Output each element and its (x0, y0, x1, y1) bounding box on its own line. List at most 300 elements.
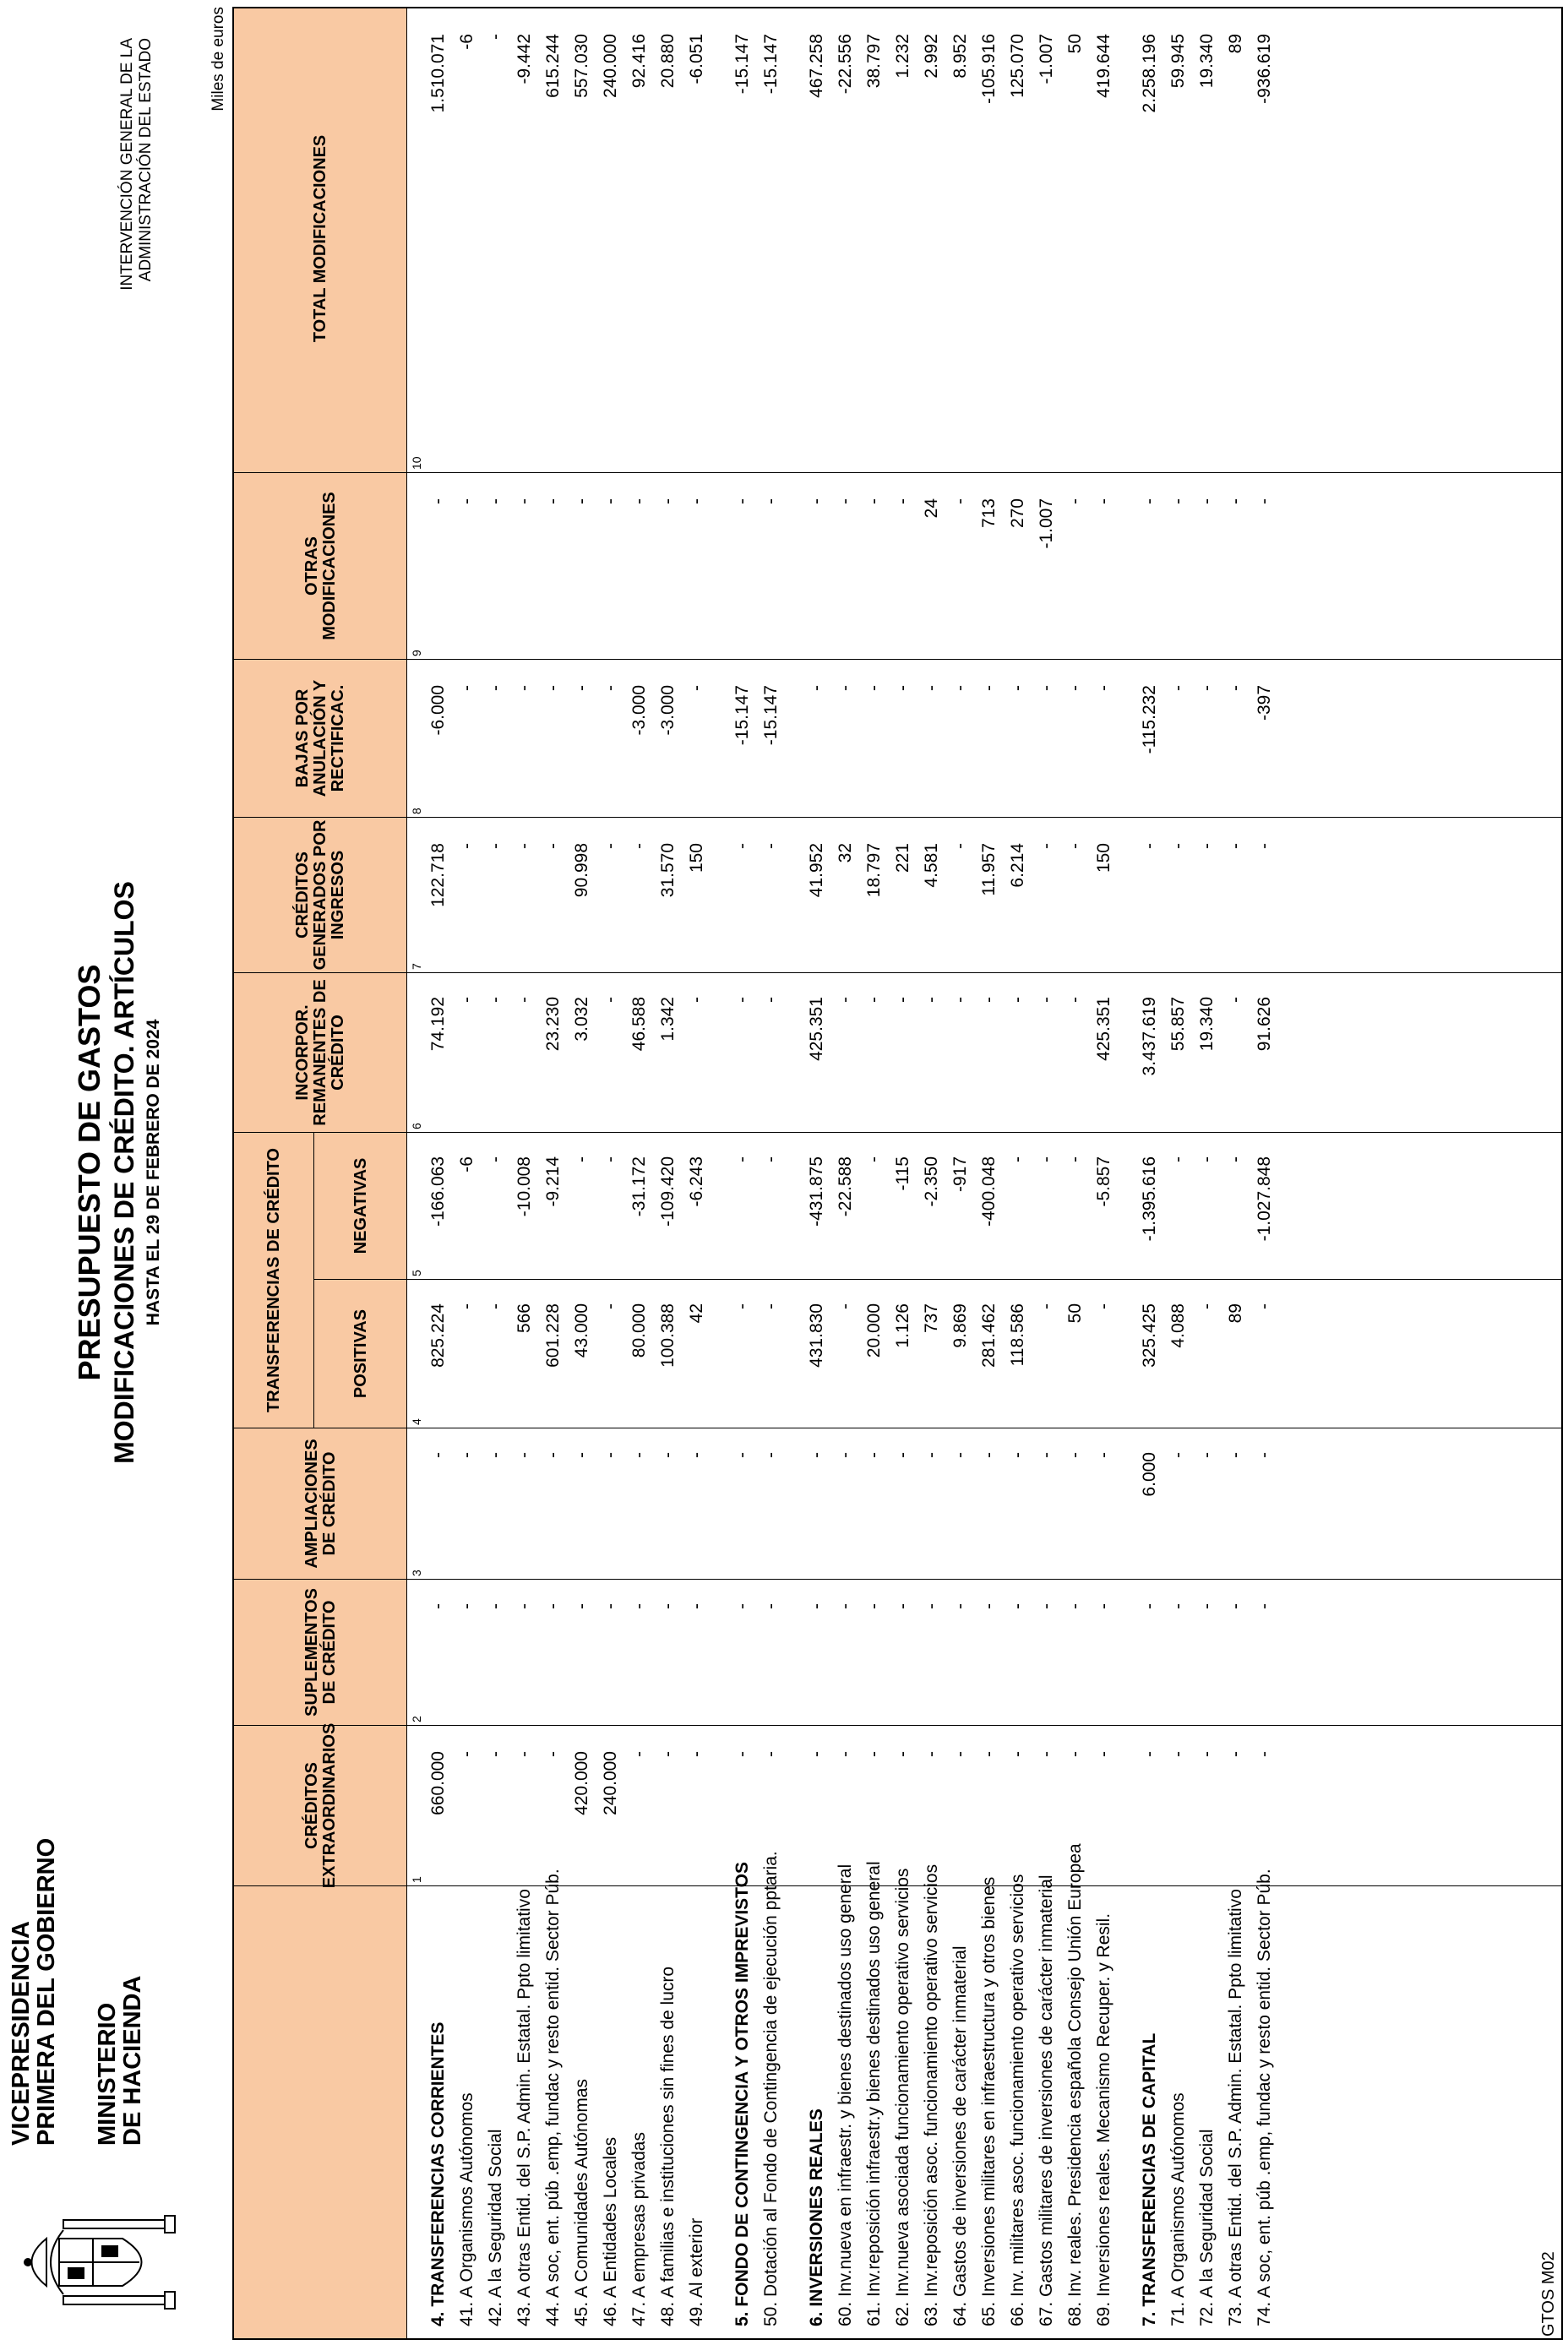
table-row (757, 5, 786, 2338)
cell-value: - (601, 1156, 620, 1162)
row-label: 44. A soc, ent. púb .emp, fundac y resto entid. Sector Púb. (543, 1869, 563, 2326)
vicepresidencia-label: VICEPRESIDENCIA PRIMERA DEL GOBIERNO (8, 1837, 61, 2146)
cell-value: 118.586 (1008, 1303, 1027, 1367)
cell-value: -6 (457, 34, 476, 50)
table-header (234, 8, 407, 2338)
table-row (1222, 5, 1250, 2338)
cell-value: - (807, 1603, 826, 1609)
cell-value: - (1065, 1603, 1085, 1609)
cell-value: 122.718 (428, 843, 448, 907)
cell-value: - (1197, 843, 1217, 849)
cell-value: - (1094, 685, 1113, 691)
cell-value: - (950, 498, 970, 504)
cell-value: 713 (979, 498, 999, 529)
table-row (625, 5, 654, 2338)
row-label: 7. TRANSFERENCIAS DE CAPITAL (1140, 2032, 1159, 2326)
table-row (946, 5, 975, 2338)
table-section-row (1135, 5, 1164, 2338)
cell-value: 270 (1008, 498, 1027, 529)
cell-value: - (1065, 1751, 1085, 1757)
cell-value: 100.388 (658, 1303, 678, 1368)
column-number: 1 (410, 1876, 423, 1883)
cell-value: - (1168, 685, 1188, 691)
cell-value: - (629, 498, 649, 504)
cell-value: 240.000 (601, 34, 620, 98)
cell-value: - (1094, 1452, 1113, 1458)
row-label: 64. Gastos de inversiones de carácter inmaterial (950, 1945, 970, 2326)
cell-value: - (732, 843, 752, 849)
cell-value: - (893, 1603, 912, 1609)
cell-value: - (514, 1603, 534, 1609)
cell-value: -166.063 (428, 1156, 448, 1227)
cell-value: - (1226, 685, 1245, 691)
cell-value: 601.228 (543, 1303, 563, 1368)
cell-value: -10.008 (514, 1156, 534, 1217)
table-row (860, 5, 889, 2338)
cell-value: - (687, 1751, 706, 1757)
cell-value: - (1065, 997, 1085, 1003)
cell-value: - (457, 685, 476, 691)
cell-value: - (1037, 1303, 1056, 1309)
cell-value: -105.916 (979, 34, 999, 104)
cell-value: - (543, 1603, 563, 1609)
cell-value: - (732, 1603, 752, 1609)
cell-value: 8.952 (950, 34, 970, 79)
cell-value: - (629, 843, 649, 849)
cell-value: - (1168, 1751, 1188, 1757)
row-label: 49. Al exterior (687, 2217, 706, 2326)
cell-value: - (761, 498, 781, 504)
cell-value: - (486, 34, 505, 40)
cell-value: - (658, 1751, 678, 1757)
cell-value: - (687, 498, 706, 504)
cell-value: 825.224 (428, 1303, 448, 1368)
cell-value: 1.126 (893, 1303, 912, 1348)
cell-value: - (922, 1452, 941, 1458)
cell-value: - (1168, 843, 1188, 849)
cell-value: -22.588 (836, 1156, 855, 1217)
cell-value: - (601, 685, 620, 691)
cell-value: - (732, 997, 752, 1003)
cell-value: - (457, 1751, 476, 1757)
table-row (453, 5, 482, 2338)
cell-value: - (514, 498, 534, 504)
cell-value: -22.556 (836, 34, 855, 95)
cell-value: - (601, 997, 620, 1003)
cell-value: 32 (836, 843, 855, 863)
cell-value: 50 (1065, 1303, 1085, 1324)
cell-value: - (864, 1751, 884, 1757)
cell-value: - (687, 685, 706, 691)
column-number: 6 (410, 1123, 423, 1129)
cell-value: - (1037, 1603, 1056, 1609)
cell-value: - (572, 1452, 591, 1458)
cell-value: - (864, 498, 884, 504)
cell-value: -1.007 (1037, 34, 1056, 84)
cell-value: - (486, 843, 505, 849)
cell-value: - (1226, 997, 1245, 1003)
cell-value: - (543, 685, 563, 691)
cell-value: -6.243 (687, 1156, 706, 1207)
cell-value: - (1197, 1156, 1217, 1162)
cell-value: - (1226, 1452, 1245, 1458)
cell-value: - (543, 1751, 563, 1757)
cell-value: 6.214 (1008, 843, 1027, 888)
cell-value: - (1226, 1603, 1245, 1609)
cell-value: - (1008, 1751, 1027, 1757)
cell-value: 50 (1065, 34, 1085, 54)
cell-value: - (950, 1603, 970, 1609)
row-label: 67. Gastos militares de inversiones de carácter inmaterial (1037, 1874, 1056, 2326)
cell-value: - (1255, 1751, 1274, 1757)
column-number: 4 (410, 1418, 423, 1425)
cell-value: - (922, 997, 941, 1003)
document-title-block (72, 0, 164, 2345)
cell-value: - (1065, 1156, 1085, 1162)
cell-value: - (1140, 1603, 1159, 1609)
cell-value: - (1037, 843, 1056, 849)
cell-value: 467.258 (807, 34, 826, 98)
cell-value: - (893, 997, 912, 1003)
cell-value: - (1255, 1303, 1274, 1309)
cell-value: - (1065, 1452, 1085, 1458)
cell-value: - (732, 1452, 752, 1458)
cell-value: - (514, 1452, 534, 1458)
cell-value: - (950, 685, 970, 691)
cell-value: - (1037, 1452, 1056, 1458)
cell-value: 4.581 (922, 843, 941, 888)
table-section-row (728, 5, 757, 2338)
cell-value: - (1255, 1603, 1274, 1609)
cell-value: -3.000 (658, 685, 678, 736)
cell-value: 325.425 (1140, 1303, 1159, 1368)
cell-value: - (658, 1452, 678, 1458)
cell-value: -15.147 (761, 685, 781, 746)
row-label: 48. A familias e instituciones sin fines de lucro (658, 1966, 678, 2326)
table-row (683, 5, 711, 2338)
row-label: 72. A la Seguridad Social (1197, 2129, 1217, 2326)
cell-value: - (658, 498, 678, 504)
table-row (1061, 5, 1090, 2338)
cell-value: - (1168, 1452, 1188, 1458)
modifications-table (232, 7, 1563, 2340)
cell-value: - (601, 498, 620, 504)
cell-value: - (732, 1751, 752, 1757)
column-number: 5 (410, 1270, 423, 1276)
cell-value: - (572, 1156, 591, 1162)
cell-value: - (687, 997, 706, 1003)
cell-value: -9.214 (543, 1156, 563, 1207)
cell-value: - (514, 1751, 534, 1757)
cell-value: - (601, 1603, 620, 1609)
cell-value: - (1140, 498, 1159, 504)
cell-value: - (922, 685, 941, 691)
table-row (1193, 5, 1222, 2338)
cell-value: - (1094, 1751, 1113, 1757)
cell-value: - (457, 1603, 476, 1609)
cell-value: 431.830 (807, 1303, 826, 1368)
cell-value: 3.032 (572, 997, 591, 1042)
cell-value: -6.051 (687, 34, 706, 84)
cell-value: 737 (922, 1303, 941, 1334)
cell-value: - (761, 843, 781, 849)
cell-value: - (1255, 1452, 1274, 1458)
table-row (1032, 5, 1061, 2338)
cell-value: - (979, 997, 999, 1003)
cell-value: - (1226, 843, 1245, 849)
cell-value: - (629, 1603, 649, 1609)
cell-value: 2.258.196 (1140, 34, 1159, 113)
column-number: 10 (410, 456, 423, 470)
cell-value: 18.797 (864, 843, 884, 898)
cell-value: 615.244 (543, 34, 563, 98)
cell-value: - (1037, 997, 1056, 1003)
header-otras: OTRAS MODIFICACIONES (234, 473, 407, 660)
cell-value: - (428, 1452, 448, 1458)
cell-value: 42 (687, 1303, 706, 1324)
row-label: 63. Inv.reposición asoc. funcionamiento operativo servicios (922, 1863, 941, 2326)
cell-value: - (732, 1156, 752, 1162)
cell-value: - (1226, 1156, 1245, 1162)
column-number: 9 (410, 650, 423, 656)
cell-value: - (864, 1156, 884, 1162)
cell-value: - (807, 498, 826, 504)
row-label: 66. Inv. militares asoc. funcionamiento operativo servicios (1008, 1874, 1027, 2326)
row-label: 61. Inv.reposición infraestr.y bienes destinados uso general (864, 1861, 884, 2326)
cell-value: - (1065, 685, 1085, 691)
cell-value: - (486, 997, 505, 1003)
cell-value: 38.797 (864, 34, 884, 89)
ministerio-label: MINISTERIO DE HACIENDA (94, 1975, 147, 2146)
cell-value: - (807, 1751, 826, 1757)
header-creditos-generados: CRÉDITOS GENERADOS POR INGRESOS (234, 818, 407, 973)
cell-value: 4.088 (1168, 1303, 1188, 1348)
cell-value: - (761, 1452, 781, 1458)
cell-value: 24 (922, 498, 941, 519)
row-label: 42. A la Seguridad Social (486, 2129, 505, 2326)
cell-value: -2.350 (922, 1156, 941, 1207)
cell-value: 19.340 (1197, 34, 1217, 89)
header-positivas: POSITIVAS (314, 1280, 407, 1428)
row-label: 62. Inv.nueva asociada funcionamiento operativo servicios (893, 1868, 912, 2326)
cell-value: -936.619 (1255, 34, 1274, 104)
column-number: 7 (410, 963, 423, 970)
cell-value: - (1255, 843, 1274, 849)
table-row (975, 5, 1004, 2338)
cell-value: - (761, 1751, 781, 1757)
cell-value: 55.857 (1168, 997, 1188, 1052)
header-incorporaciones: INCORPOR. REMANENTES DE CRÉDITO (234, 973, 407, 1133)
cell-value: - (457, 997, 476, 1003)
cell-value: -15.147 (732, 34, 752, 95)
cell-value: - (836, 1603, 855, 1609)
cell-value: - (1226, 498, 1245, 504)
cell-value: - (601, 1452, 620, 1458)
cell-value: 59.945 (1168, 34, 1188, 89)
cell-value: -5.857 (1094, 1156, 1113, 1207)
header-creditos-extraordinarios: CRÉDITOS EXTRAORDINARIOS (234, 1726, 407, 1886)
cell-value: 566 (514, 1303, 534, 1334)
cell-value: -431.875 (807, 1156, 826, 1227)
cell-value: 150 (1094, 843, 1113, 873)
cell-value: -6 (457, 1156, 476, 1172)
header-negativas: NEGATIVAS (314, 1133, 407, 1280)
row-label: 47. A empresas privadas (629, 2132, 649, 2326)
cell-value: 660.000 (428, 1751, 448, 1815)
table-row (831, 5, 860, 2338)
cell-value: - (457, 1303, 476, 1309)
cell-value: - (1197, 1452, 1217, 1458)
table-section-row (424, 5, 453, 2338)
cell-value: - (922, 1603, 941, 1609)
table-row (539, 5, 568, 2338)
cell-value: 89 (1226, 34, 1245, 54)
cell-value: - (601, 843, 620, 849)
cell-value: - (572, 685, 591, 691)
cell-value: 2.992 (922, 34, 941, 79)
cell-value: - (457, 1452, 476, 1458)
cell-value: 19.340 (1197, 997, 1217, 1052)
cell-value: - (428, 498, 448, 504)
table-row (1004, 5, 1032, 2338)
date-line: HASTA EL 29 DE FEBRERO DE 2024 (144, 1019, 163, 1326)
cell-value: - (486, 498, 505, 504)
cell-value: - (864, 685, 884, 691)
cell-value: - (1037, 685, 1056, 691)
cell-value: -400.048 (979, 1156, 999, 1227)
cell-value: - (629, 1751, 649, 1757)
cell-value: 1.510.071 (428, 34, 448, 113)
cell-value: -917 (950, 1156, 970, 1193)
cell-value: - (979, 685, 999, 691)
table-row (596, 5, 625, 2338)
table-row (482, 5, 510, 2338)
cell-value: 125.070 (1008, 34, 1027, 98)
cell-value: - (572, 498, 591, 504)
row-label: 74. A soc, ent. púb .emp, fundac y resto entid. Sector Púb. (1255, 1869, 1274, 2326)
cell-value: - (732, 1303, 752, 1309)
cell-value: - (1168, 1603, 1188, 1609)
cell-value: - (514, 843, 534, 849)
cell-value: - (979, 1751, 999, 1757)
cell-value: -6.000 (428, 685, 448, 736)
cell-value: - (836, 1751, 855, 1757)
cell-value: - (979, 1452, 999, 1458)
table-row (654, 5, 683, 2338)
table-row (1090, 5, 1119, 2338)
cell-value: - (950, 997, 970, 1003)
row-label: 71. A Organismos Autónomos (1168, 2092, 1188, 2326)
column-number: 8 (410, 808, 423, 814)
row-label: 45. A Comunidades Autónomas (572, 2078, 591, 2326)
row-label: 60. Inv.nueva en infraestr. y bienes destinados uso general (836, 1863, 855, 2326)
cell-value: - (1065, 843, 1085, 849)
cell-value: - (1037, 1156, 1056, 1162)
cell-value: - (864, 1452, 884, 1458)
table-row (510, 5, 539, 2338)
cell-value: - (893, 685, 912, 691)
cell-value: 221 (893, 843, 912, 873)
cell-value: 80.000 (629, 1303, 649, 1358)
cell-value: -1.395.616 (1140, 1156, 1159, 1242)
cell-value: - (836, 997, 855, 1003)
table-row (568, 5, 596, 2338)
cell-value: - (807, 1452, 826, 1458)
cell-value: - (836, 685, 855, 691)
cell-value: -115 (893, 1156, 912, 1191)
cell-value: 90.998 (572, 843, 591, 898)
cell-value: - (864, 997, 884, 1003)
cell-value: - (761, 1303, 781, 1309)
cell-value: 20.880 (658, 34, 678, 89)
cell-value: - (486, 1452, 505, 1458)
cell-value: -1.007 (1037, 498, 1056, 549)
cell-value: 281.462 (979, 1303, 999, 1368)
table-row (1250, 5, 1279, 2338)
cell-value: - (761, 997, 781, 1003)
header-suplementos: SUPLEMENTOS DE CRÉDITO (234, 1580, 407, 1726)
cell-value: 46.588 (629, 997, 649, 1052)
document-title: PRESUPUESTO DE GASTOS (72, 964, 106, 1381)
cell-value: 6.000 (1140, 1452, 1159, 1497)
cell-value: - (1197, 1751, 1217, 1757)
cell-value: - (1197, 1603, 1217, 1609)
table-section-row (803, 5, 831, 2338)
cell-value: - (893, 498, 912, 504)
cell-value: - (761, 1156, 781, 1162)
row-label: 43. A otras Entid. del S.P. Admin. Estatal. Ppto limitativo (514, 1889, 534, 2326)
cell-value: - (514, 685, 534, 691)
document-subtitle: MODIFICACIONES DE CRÉDITO. ARTÍCULOS (109, 881, 139, 1464)
cell-value: 1.342 (658, 997, 678, 1042)
cell-value: - (486, 1303, 505, 1309)
header-transferencias: TRANSFERENCIAS DE CRÉDITO (234, 1133, 314, 1428)
column-number: 2 (410, 1716, 423, 1722)
cell-value: - (1168, 498, 1188, 504)
cell-value: -15.147 (761, 34, 781, 95)
cell-value: - (687, 1603, 706, 1609)
cell-value: 20.000 (864, 1303, 884, 1358)
cell-value: 31.570 (658, 843, 678, 898)
cell-value: 425.351 (807, 997, 826, 1061)
cell-value: - (864, 1603, 884, 1609)
cell-value: - (1037, 1751, 1056, 1757)
cell-value: - (1065, 498, 1085, 504)
cell-value: - (629, 1452, 649, 1458)
row-label: 41. A Organismos Autónomos (457, 2092, 476, 2326)
cell-value: - (836, 1452, 855, 1458)
cell-value: -31.172 (629, 1156, 649, 1217)
cell-value: - (1197, 1303, 1217, 1309)
cell-value: - (1197, 685, 1217, 691)
cell-value: -9.442 (514, 34, 534, 84)
cell-value: - (950, 1452, 970, 1458)
cell-value: - (1255, 498, 1274, 504)
cell-value: - (1008, 1156, 1027, 1162)
cell-value: - (893, 1751, 912, 1757)
row-label: 6. INVERSIONES REALES (807, 2108, 826, 2326)
cell-value: - (979, 1603, 999, 1609)
table-row (917, 5, 946, 2338)
cell-value: - (1094, 1303, 1113, 1309)
row-label: 4. TRANSFERENCIAS CORRIENTES (428, 2021, 448, 2326)
cell-value: - (1140, 1751, 1159, 1757)
cell-value: - (1197, 498, 1217, 504)
row-label: 46. A Entidades Locales (601, 2136, 620, 2326)
cell-value: 92.416 (629, 34, 649, 89)
cell-value: - (572, 1603, 591, 1609)
cell-value: - (543, 498, 563, 504)
